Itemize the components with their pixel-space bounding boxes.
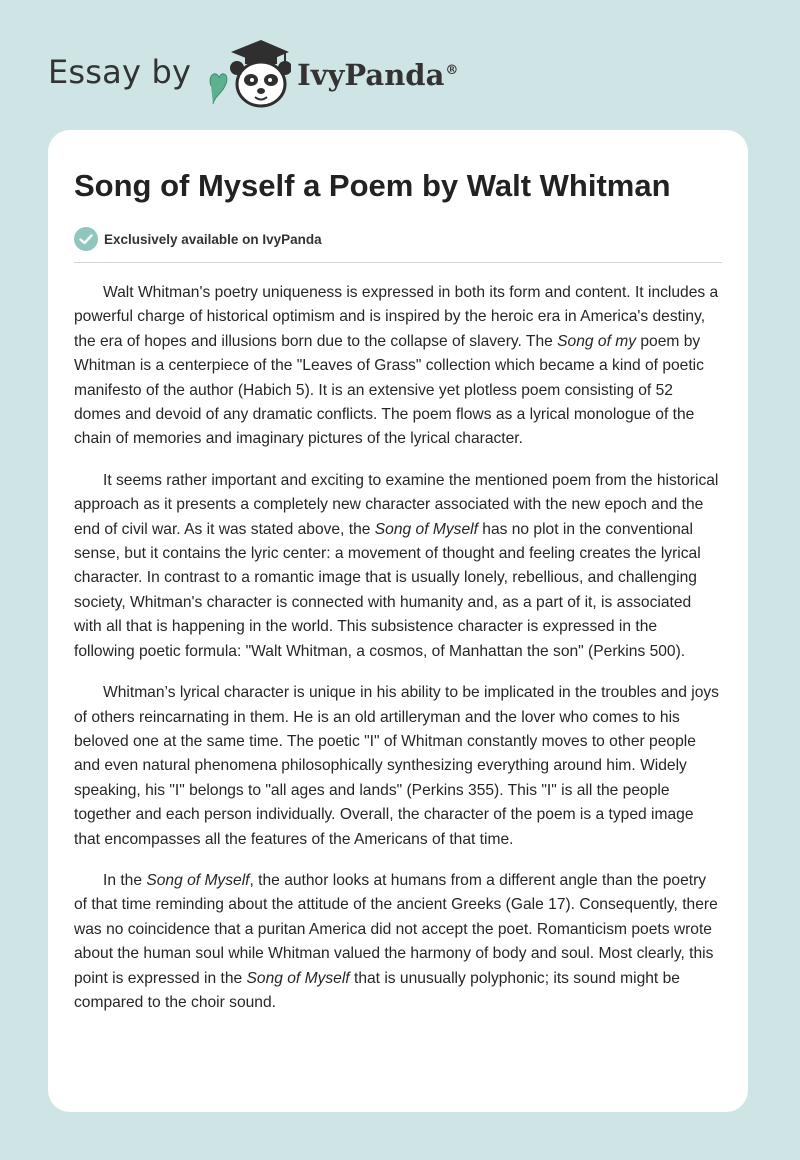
essay-paragraph <box>74 681 722 852</box>
text-run: poem by Whitman is a centerpiece of the "Leaves of Grass" collection which became a kind of poetic manifesto of the author (Habich 5). It is an extensive yet plotless poem consisting of 52 domes and devoid of any dramatic conflicts. The poem flows as a lyrical monologue of the chain of memories and imaginary pictures of the lyrical character. <box>74 332 704 448</box>
text-run: that is unusually polyphonic; its sound might be compared to the choir sound. <box>74 969 680 1011</box>
text-run: has no plot in the conventional sense, but it contains the lyric center: a movement of thought and feeling creates the lyrical character. In contrast to a romantic image that is usually lonely, rebellious, and challenging society, Whitman's character is connected with humanity and, as a part of it, is associated with all that is happening in the world. This subsistence character is expressed in the following poetic formula: "Walt Whitman, a cosmos, of Manhattan the son" (Perkins 500). <box>74 520 701 660</box>
check-circle-icon <box>74 227 98 251</box>
essay-paragraph <box>74 469 722 664</box>
text-run: In the <box>103 871 147 889</box>
brand-header <box>48 34 458 110</box>
italic-title-run: Song of my <box>557 332 637 350</box>
panda-graduate-icon <box>205 34 291 110</box>
exclusive-badge <box>74 226 722 252</box>
text-run: It seems rather important and exciting to examine the mentioned poem from the historical approach as it presents a completely new character associated with the new epoch and the end of civil war. As it was stated above, the <box>74 471 719 538</box>
brand-prefix: Essay by <box>48 53 192 91</box>
italic-title-run: Song of Myself <box>246 969 350 987</box>
text-run: Walt Whitman's poetry uniqueness is expressed in both its form and content. It includes a powerful charge of historical optimism and is inspired by the heroic era in America's destiny, the era of hopes and illusions born due to the collapse of slavery. The <box>74 284 719 350</box>
essay-body <box>74 281 722 1015</box>
page-title: Song of Myself a Poem by Walt Whitman <box>74 168 671 203</box>
brand-name: IvyPanda® <box>297 58 459 92</box>
text-run: , the author looks at humans from a different angle than the poetry of that time reminding about the attitude of the ancient Greeks (Gale 17). Consequently, there was no coincidence that a puritan America did not accept the poet. Romanticism poets wrote about the human soul while Whitman valued the harmony of body and soul. Most clearly, this point is expressed in the <box>74 871 718 987</box>
essay-card <box>48 130 748 1112</box>
essay-paragraph <box>74 869 722 1015</box>
italic-title-run: Song of Myself <box>146 871 250 889</box>
italic-title-run: Song of Myself <box>374 520 478 538</box>
text-run: Whitman’s lyrical character is unique in his ability to be implicated in the troubles and joys of others reincarnating in them. He is an old artilleryman and the lover who comes to his beloved one at the same time. The poetic "I" of Whitman constantly moves to other people and even natural phenomena philosophically synthesizing everything around him. Widely speaking, his "I" belongs to "all ages and lands" (Perkins 355). This "I" is all the people together and each person individually. Overall, the character of the poem is a typed image that encompasses all the features of the Americans of that time. <box>74 684 719 848</box>
title-divider <box>74 262 722 263</box>
exclusive-label: Exclusively available on IvyPanda <box>104 231 322 247</box>
essay-paragraph <box>74 281 722 452</box>
